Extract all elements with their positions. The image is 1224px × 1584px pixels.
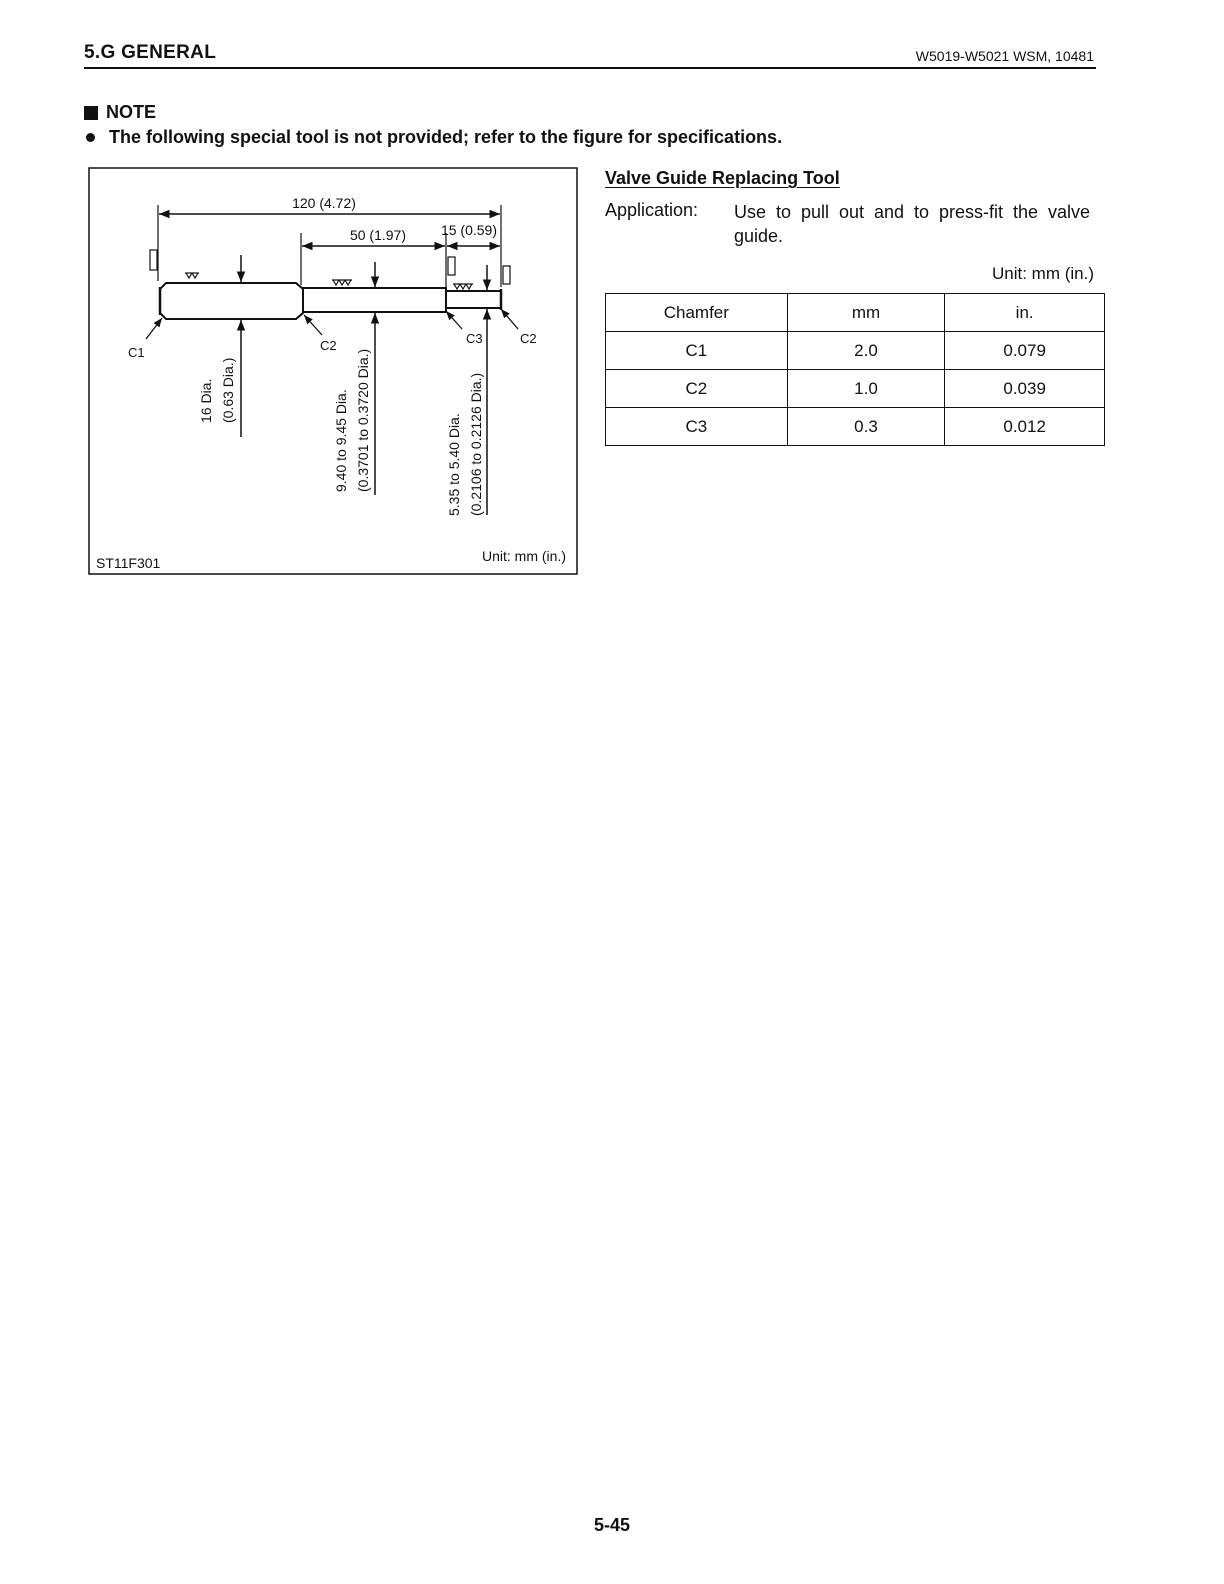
- table-row: [606, 332, 1105, 370]
- note-item: [84, 127, 782, 148]
- tool-shank-large: [160, 283, 303, 319]
- table-row: [606, 370, 1105, 408]
- chamfer-c1-label: C1: [128, 345, 145, 360]
- chamfer-table: [605, 293, 1105, 446]
- table-cell: 0.079: [945, 332, 1105, 370]
- tool-title: Valve Guide Replacing Tool: [605, 168, 840, 188]
- table-cell: 1.0: [787, 370, 945, 408]
- bullet-icon: [86, 133, 95, 142]
- dia-large: 16 Dia.: [198, 378, 214, 423]
- table-cell: C3: [606, 408, 788, 446]
- application-text: Use to pull out and to press-fit the valve guide.: [734, 202, 1090, 246]
- tool-drawing-figure: [88, 167, 578, 575]
- page-number: 5-45: [593, 1515, 631, 1535]
- note-heading-text: NOTE: [106, 102, 157, 122]
- dia-small-in: (0.2106 to 0.2126 Dia.): [468, 372, 484, 516]
- center-mark-icon: [150, 250, 157, 270]
- document-code: W5019-W5021 WSM, 10481: [915, 48, 1094, 64]
- figure-id: ST11F301: [96, 555, 161, 571]
- dim-middle: 50 (1.97): [349, 227, 407, 243]
- section-title: 5.G GENERAL: [84, 42, 217, 63]
- table-header-row: [606, 294, 1105, 332]
- dia-middle: 9.40 to 9.45 Dia.: [333, 389, 349, 492]
- dia-small: 5.35 to 5.40 Dia.: [446, 413, 462, 516]
- tool-drawing: [88, 167, 578, 575]
- tool-tip-small: [446, 291, 501, 308]
- dim-tip: 15 (0.59): [440, 222, 498, 238]
- dia-large-in: (0.63 Dia.): [220, 357, 236, 423]
- tool-shank-middle: [303, 288, 446, 312]
- table-cell: 2.0: [787, 332, 945, 370]
- table-cell: C1: [606, 332, 788, 370]
- dim-overall: 120 (4.72): [292, 195, 356, 211]
- chamfer-c2-label-b: C2: [520, 331, 537, 346]
- table-row: [606, 408, 1105, 446]
- table-cell: 0.3: [787, 408, 945, 446]
- square-bullet-icon: [84, 106, 98, 120]
- table-cell: C2: [606, 370, 788, 408]
- column-header: Chamfer: [606, 294, 788, 332]
- dia-middle-in: (0.3701 to 0.3720 Dia.): [355, 348, 371, 492]
- figure-frame: [89, 168, 577, 574]
- column-header: in.: [945, 294, 1105, 332]
- header-rule: [84, 67, 1096, 69]
- table-cell: 0.039: [945, 370, 1105, 408]
- column-header: mm: [787, 294, 945, 332]
- application-label: Application:: [605, 200, 699, 220]
- note-text: The following special tool is not provided; refer to the figure for specifications.: [109, 127, 783, 147]
- chamfer-c2-label-a: C2: [320, 338, 337, 353]
- table-unit: Unit: mm (in.): [992, 264, 1094, 283]
- note-heading: [84, 102, 156, 123]
- table-cell: 0.012: [945, 408, 1105, 446]
- chamfer-c3-label: C3: [466, 331, 483, 346]
- figure-unit: Unit: mm (in.): [482, 548, 566, 564]
